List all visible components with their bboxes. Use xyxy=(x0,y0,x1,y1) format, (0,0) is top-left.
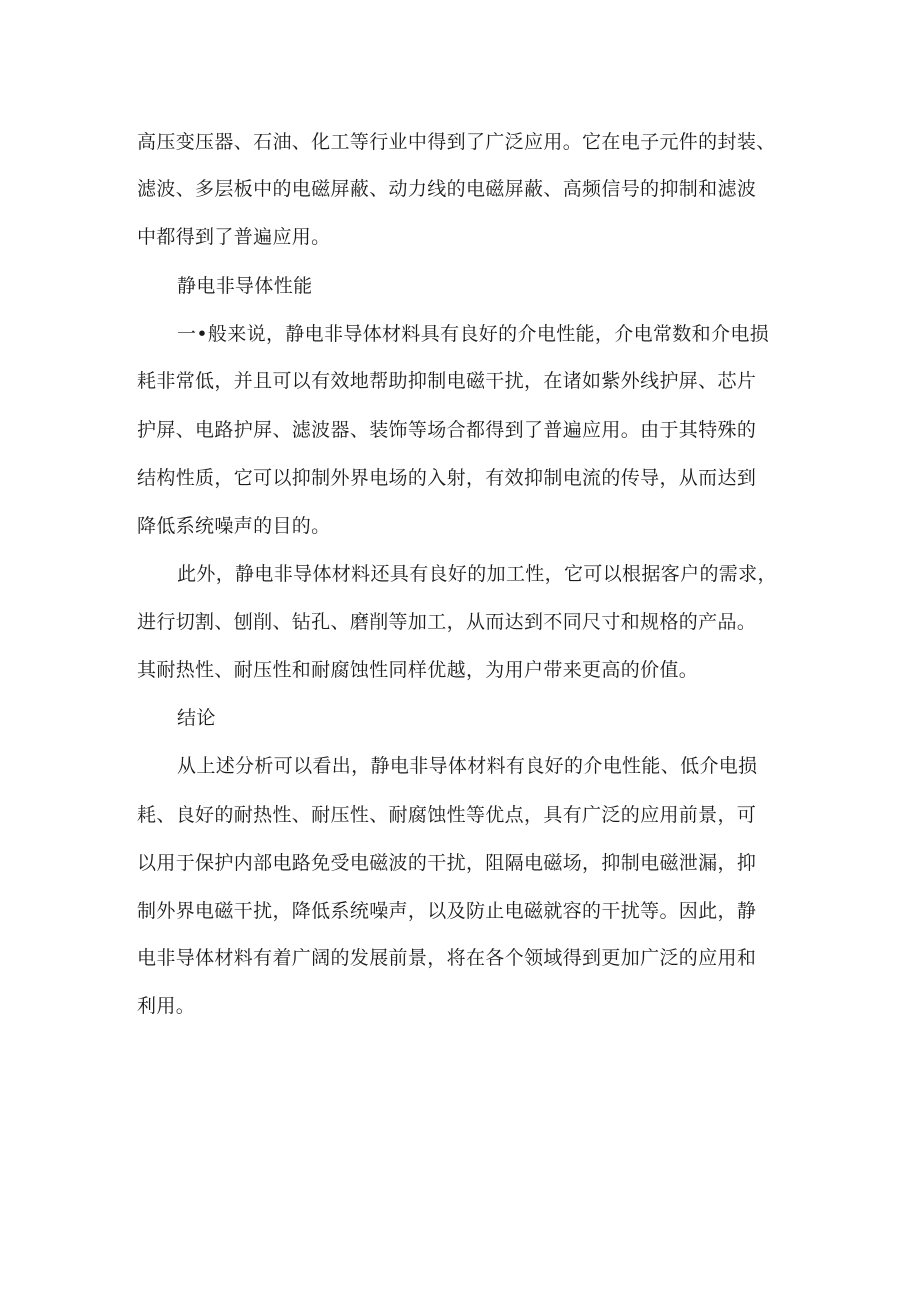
text-line: 以用于保护内部电路免受电磁波的干扰，阻隔电磁场，抑制电磁泄漏，抑 xyxy=(137,852,757,874)
text-line: 降低系统噪声的目的。 xyxy=(137,515,331,537)
text-line: 其耐热性、耐压性和耐腐蚀性同样优越，为用户带来更高的价值。 xyxy=(137,659,699,681)
text-line: 从上述分析可以看出，静电非导体材料有良好的介电性能、低介电损 xyxy=(177,755,758,777)
text-line: 高压变压器、石油、化工等行业中得到了广泛应用。它在电子元件的封装、 xyxy=(137,131,776,153)
text-line: 制外界电磁干扰，降低系统噪声，以及防止电磁就容的干扰等。因此，静 xyxy=(137,900,757,922)
text-line: 此外，静电非导体材料还具有良好的加工性，它可以根据客户的需求， xyxy=(177,563,777,585)
text-line: 利用。 xyxy=(137,995,196,1017)
text-line: 耗、良好的耐热性、耐压性、耐腐蚀性等优点，具有广泛的应用前景，可 xyxy=(137,804,757,826)
text-line: 护屏、电路护屏、滤波器、装饰等场合都得到了普遍应用。由于其特殊的 xyxy=(137,419,757,441)
section-heading-conclusion: 结论 xyxy=(177,707,216,729)
section-heading-properties: 静电非导体性能 xyxy=(177,275,313,297)
text-line: 结构性质，它可以抑制外界电场的入射，有效抑制电流的传导，从而达到 xyxy=(137,467,757,489)
text-line: 滤波、多层板中的电磁屏蔽、动力线的电磁屏蔽、高频信号的抑制和滤波 xyxy=(137,178,757,200)
text-line: 电非导体材料有着广阔的发展前景，将在各个领域得到更加广泛的应用和 xyxy=(137,947,757,969)
text-line: 中都得到了普遍应用。 xyxy=(137,226,331,248)
text-line: 一•般来说，静电非导体材料具有良好的介电性能，介电常数和介电损 xyxy=(177,323,770,345)
text-line: 进行切割、刨削、钻孔、磨削等加工，从而达到不同尺寸和规格的产品。 xyxy=(137,611,757,633)
text-line: 耗非常低，并且可以有效地帮助抑制电磁干扰，在诸如紫外线护屏、芯片 xyxy=(137,370,757,392)
